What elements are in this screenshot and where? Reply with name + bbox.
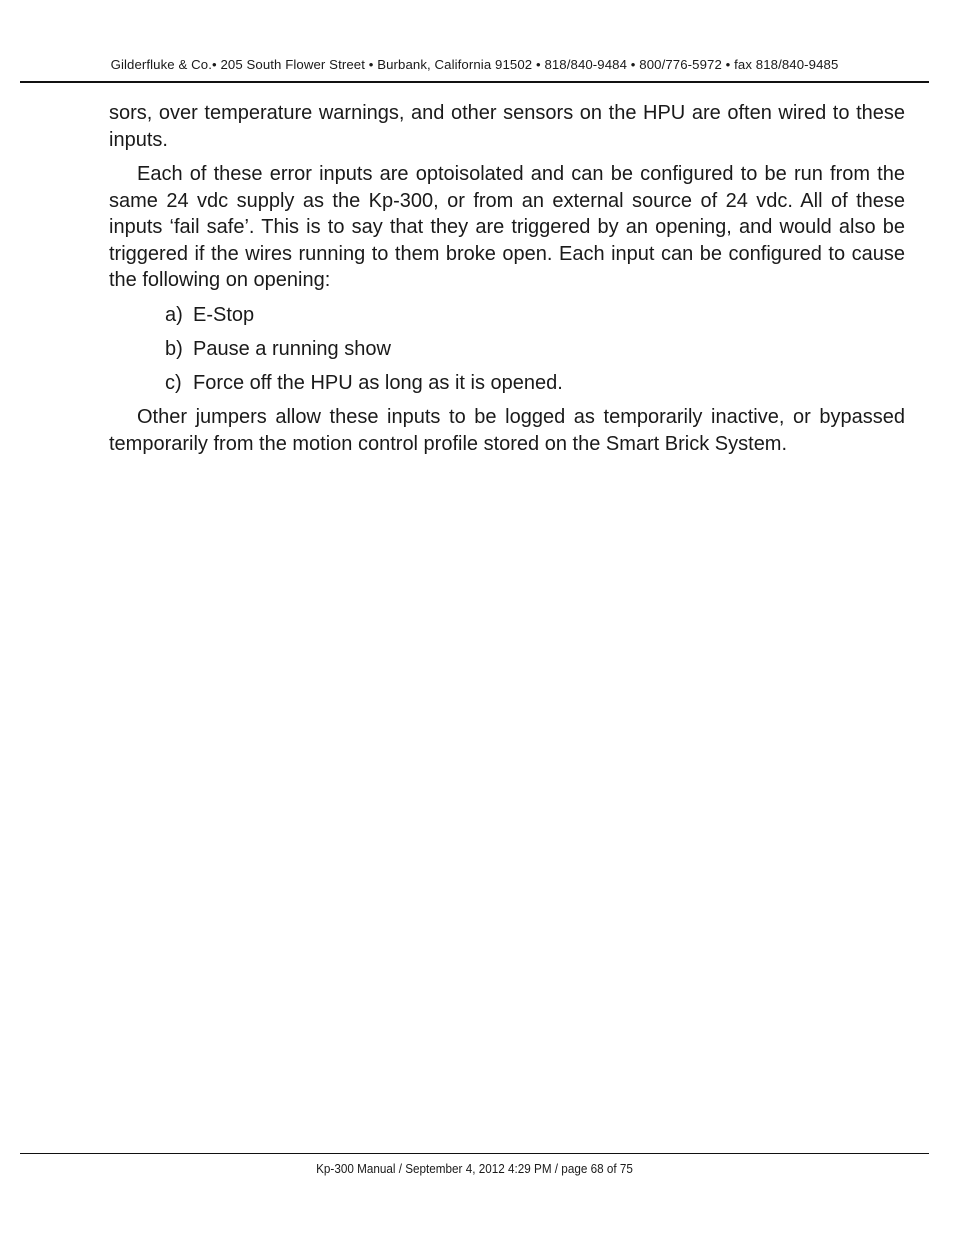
list-item bbox=[109, 336, 905, 363]
list-marker: a) bbox=[165, 303, 183, 326]
list-item bbox=[109, 370, 905, 397]
opening-actions-list bbox=[109, 302, 905, 397]
paragraph-error-inputs: Each of these error inputs are optoisolated and can be configured to be run from the same 24 vdc supply as the Kp-300, or from an external source of 24 vdc. All of these inputs ‘fail safe’. This is to say that they are triggered by an opening, and would also be triggered if the wires running to them broke open. Each input can be configured to cause the following on opening: bbox=[109, 163, 905, 291]
list-item-text: Force off the HPU as long as it is opened. bbox=[193, 371, 563, 394]
header-divider bbox=[20, 81, 929, 83]
page-footer: Kp-300 Manual / September 4, 2012 4:29 PM / page 68 of 75 bbox=[316, 1161, 633, 1176]
list-marker: c) bbox=[165, 371, 182, 394]
list-item bbox=[109, 302, 905, 329]
page-header: Gilderfluke & Co.• 205 South Flower Street • Burbank, California 91502 • 818/840-9484 • 800/776-5972 • fax 818/840-9485 bbox=[110, 57, 839, 72]
list-marker: b) bbox=[165, 337, 183, 360]
paragraph-continuation: sors, over temperature warnings, and other sensors on the HPU are often wired to these inputs. bbox=[109, 102, 905, 151]
paragraph-jumpers: Other jumpers allow these inputs to be logged as temporarily inactive, or bypassed temporarily from the motion control profile stored on the Smart Brick System. bbox=[109, 406, 905, 455]
footer-divider bbox=[20, 1153, 929, 1154]
list-item-text: E-Stop bbox=[193, 303, 255, 326]
list-item-text: Pause a running show bbox=[193, 337, 391, 360]
document-body bbox=[109, 100, 905, 465]
